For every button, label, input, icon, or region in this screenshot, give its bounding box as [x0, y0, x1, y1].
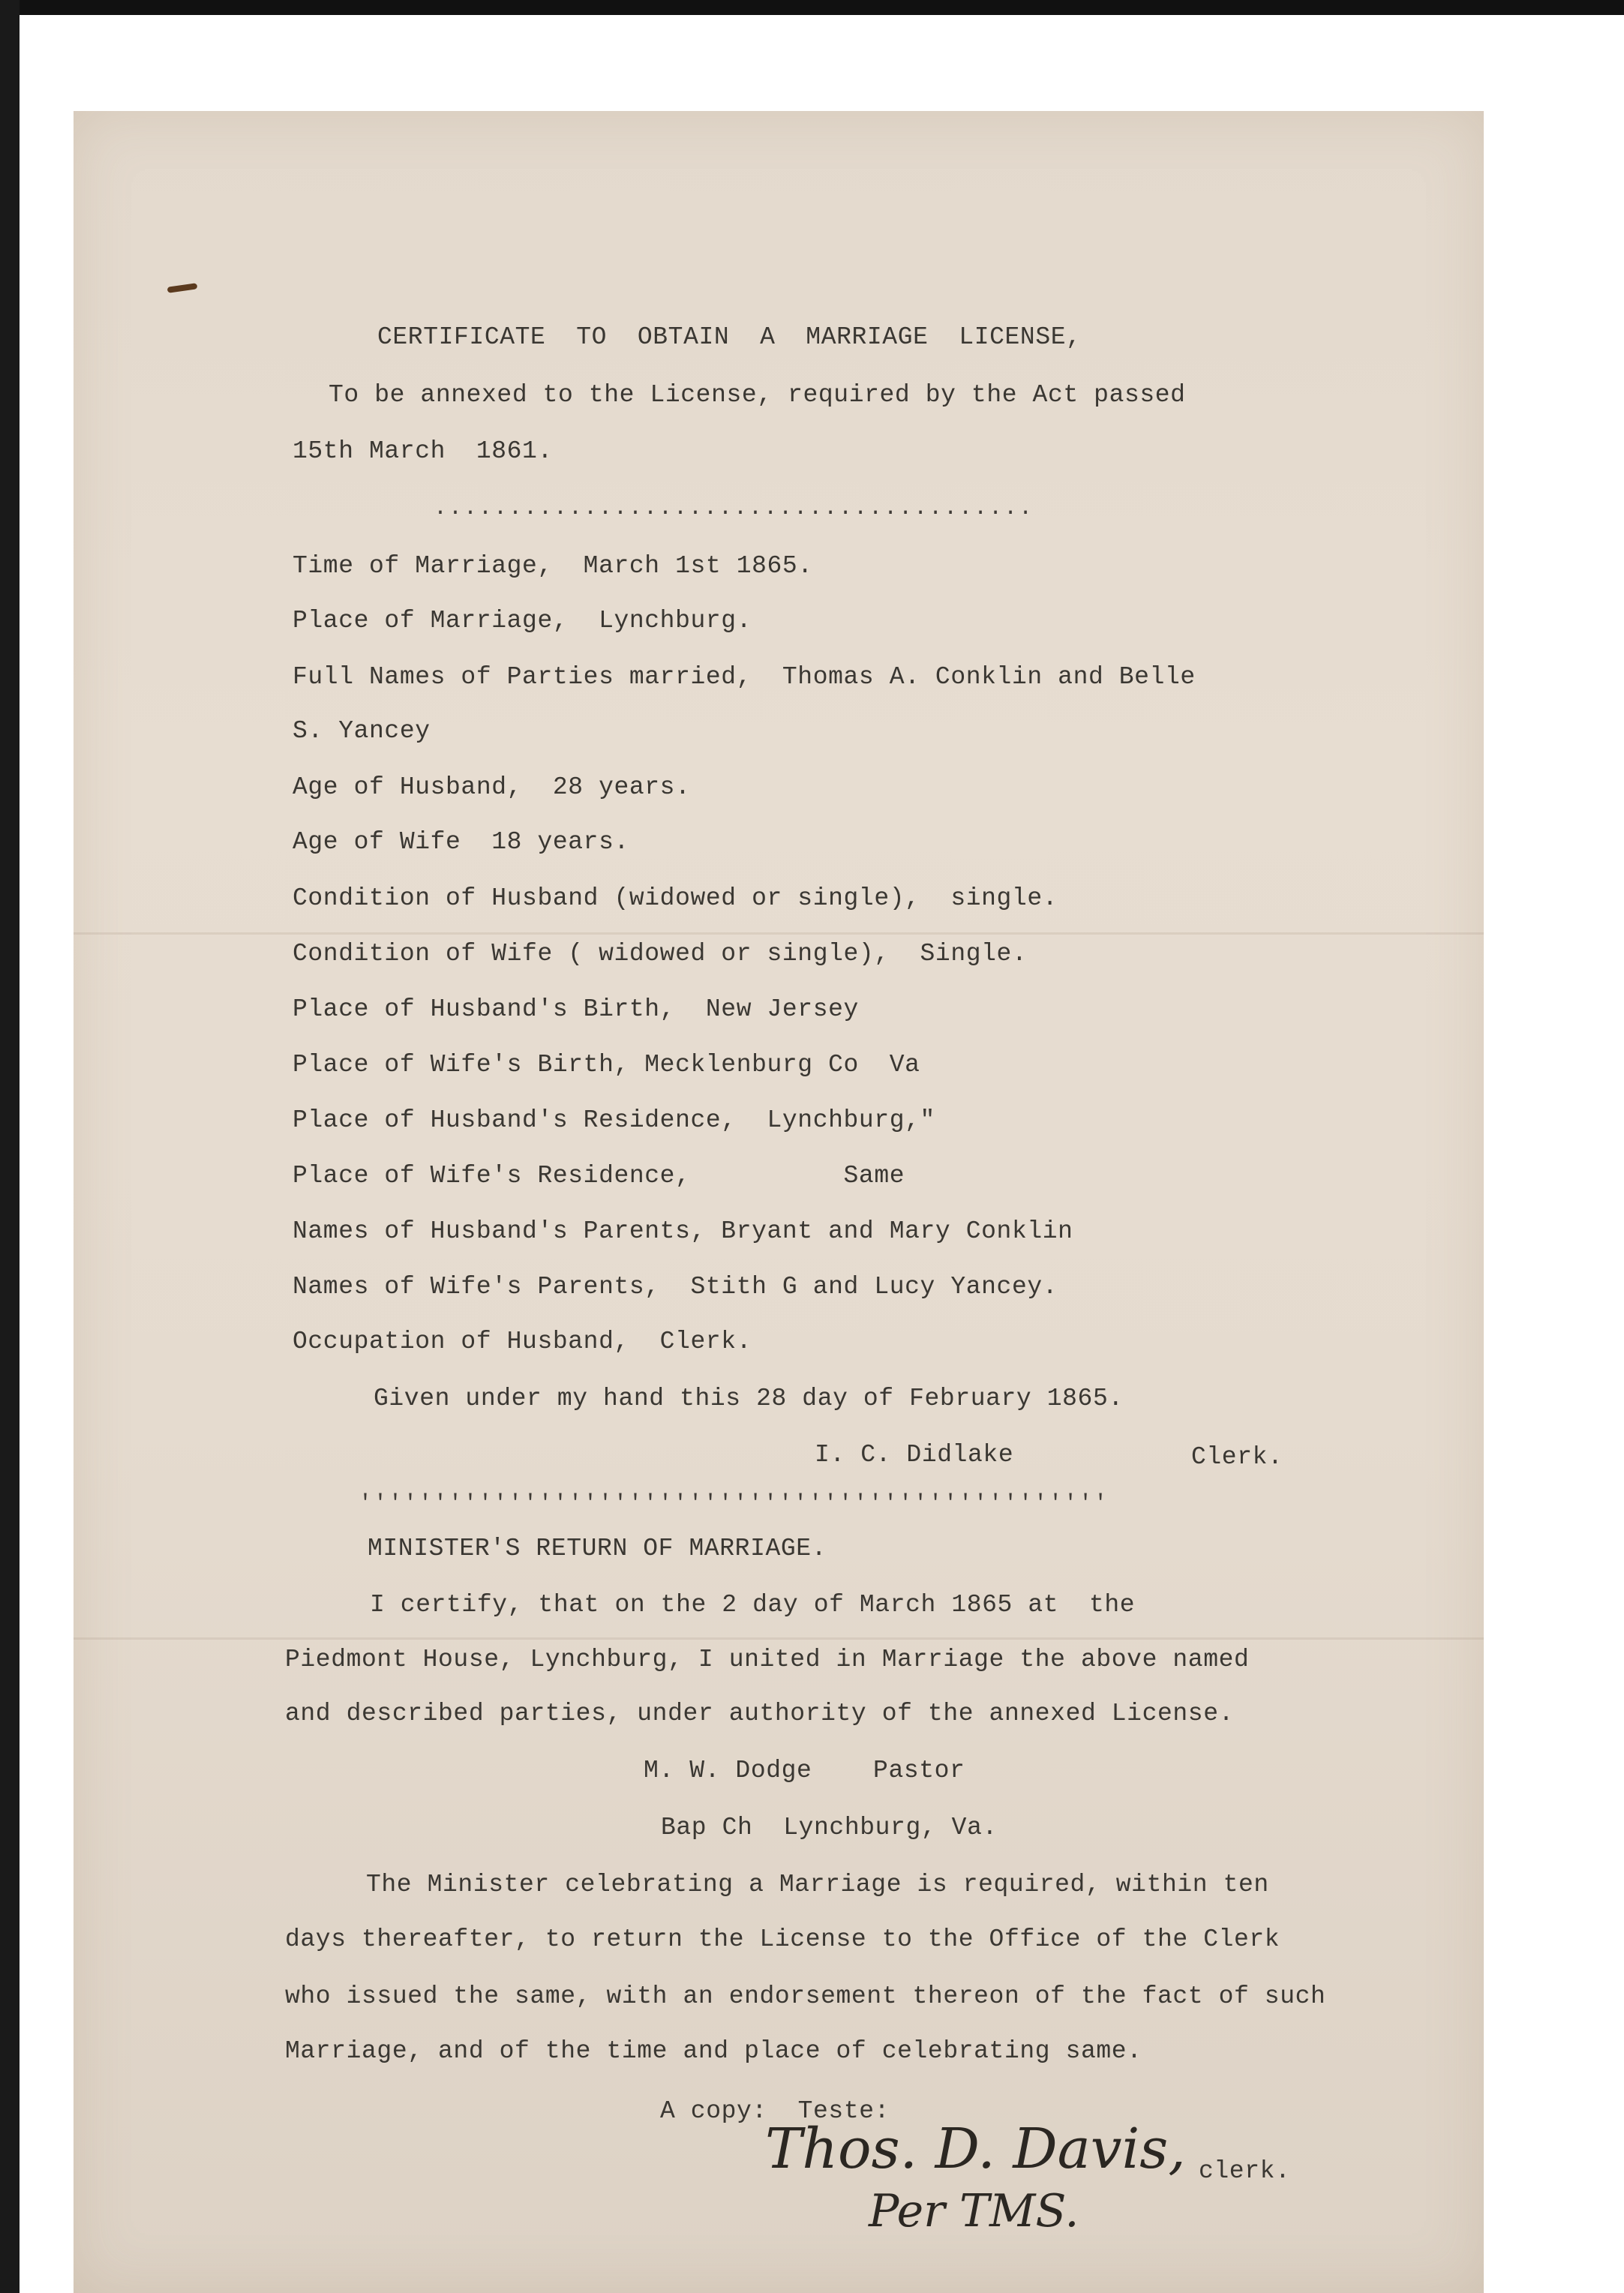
- minister-name: M. W. Dodge Pastor: [644, 1757, 965, 1784]
- clerk-signature-label: clerk.: [1199, 2157, 1291, 2185]
- document-paper: [74, 111, 1484, 2293]
- entry-age-of-husband: Age of Husband, 28 years.: [293, 773, 691, 801]
- ink-smudge: [167, 283, 198, 293]
- given-under-hand: Given under my hand this 28 day of February 1865.: [374, 1385, 1124, 1412]
- paper-fold: [74, 1637, 1484, 1640]
- notice-line-2: days thereafter, to return the License to the Office of the Clerk: [285, 1925, 1280, 1953]
- entry-wife-residence: Place of Wife's Residence, Same: [293, 1162, 905, 1190]
- entry-husband-birth: Place of Husband's Birth, New Jersey: [293, 995, 859, 1023]
- minister-church: Bap Ch Lynchburg, Va.: [661, 1814, 998, 1841]
- clerk-title: Clerk.: [1191, 1443, 1283, 1471]
- frame-left-border: [0, 0, 20, 2293]
- notice-line-3: who issued the same, with an endorsement thereon of the fact of such: [285, 1982, 1326, 2010]
- certificate-subtitle: To be annexed to the License, required by the Act passed: [329, 381, 1186, 409]
- copy-teste-label: A copy: Teste:: [660, 2097, 890, 2125]
- paper-fold: [74, 932, 1484, 935]
- entry-place-of-marriage: Place of Marriage, Lynchburg.: [293, 607, 752, 635]
- minister-return-heading: MINISTER'S RETURN OF MARRIAGE.: [368, 1535, 827, 1562]
- entry-husband-residence: Place of Husband's Residence, Lynchburg,": [293, 1106, 935, 1134]
- entry-occupation-of-husband: Occupation of Husband, Clerk.: [293, 1328, 752, 1355]
- entry-time-of-marriage: Time of Marriage, March 1st 1865.: [293, 552, 813, 580]
- entry-full-names-cont: S. Yancey: [293, 717, 431, 745]
- certificate-act-date: 15th March 1861.: [293, 437, 553, 465]
- entry-husband-parents: Names of Husband's Parents, Bryant and Mary Conklin: [293, 1217, 1073, 1245]
- tick-separator: '''''''''''''''''''''''''''''''''''''''''''''''''': [359, 1491, 1109, 1517]
- entry-full-names: Full Names of Parties married, Thomas A. Conklin and Belle: [293, 663, 1196, 691]
- entry-age-of-wife: Age of Wife 18 years.: [293, 828, 629, 856]
- entry-condition-of-wife: Condition of Wife ( widowed or single), Single.: [293, 940, 1028, 968]
- entry-condition-of-husband: Condition of Husband (widowed or single), single.: [293, 884, 1058, 912]
- entry-wife-parents: Names of Wife's Parents, Stith G and Lucy Yancey.: [293, 1273, 1058, 1301]
- notice-line-4: Marriage, and of the time and place of celebrating same.: [285, 2037, 1142, 2065]
- notice-line-1: The Minister celebrating a Marriage is required, within ten: [366, 1871, 1269, 1898]
- frame-top-border: [0, 0, 1624, 15]
- entry-wife-birth: Place of Wife's Birth, Mecklenburg Co Va: [293, 1051, 920, 1079]
- per-initials: Per TMS.: [869, 2185, 1079, 2237]
- minister-return-line-3: and described parties, under authority of the annexed License.: [285, 1700, 1234, 1727]
- clerk-name: I. C. Didlake: [815, 1441, 1014, 1469]
- certificate-title: CERTIFICATE TO OBTAIN A MARRIAGE LICENSE,: [377, 323, 1082, 351]
- dotted-separator: ........................................: [434, 496, 1034, 521]
- minister-return-line-2: Piedmont House, Lynchburg, I united in Marriage the above named: [285, 1646, 1250, 1673]
- minister-return-line-1: I certify, that on the 2 day of March 1865 at the: [370, 1591, 1136, 1619]
- clerk-signature: Thos. D. Davis,: [765, 2117, 1186, 2181]
